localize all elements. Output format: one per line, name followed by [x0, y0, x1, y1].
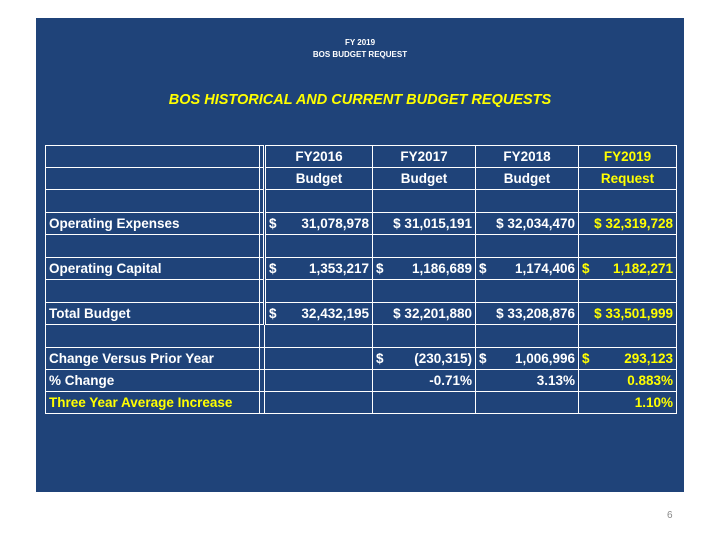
slide [36, 18, 684, 492]
value-fy2019: 1.10% [579, 392, 677, 414]
table-row-pct-change [46, 370, 677, 392]
currency-symbol: $ [582, 351, 590, 366]
col-sub-fy2019: Request [579, 168, 677, 190]
table-subheader-row [46, 168, 677, 190]
value-fy2017: (230,315) [414, 351, 472, 366]
currency-symbol: $ [269, 261, 277, 276]
value-fy2016: 31,078,978 [301, 216, 369, 231]
spacer-row [46, 280, 677, 303]
value-fy2017: $ 31,015,191 [373, 213, 476, 235]
currency-symbol: $ [479, 261, 487, 276]
spacer-row [46, 235, 677, 258]
value-fy2019: $ 32,319,728 [579, 213, 677, 235]
value-fy2017: $ 32,201,880 [373, 303, 476, 325]
row-label: Operating Expenses [46, 213, 260, 235]
value-fy2017: -0.71% [373, 370, 476, 392]
value-fy2018: 1,174,406 [514, 261, 575, 276]
request-label: BOS BUDGET REQUEST [312, 50, 408, 59]
col-header-fy2019: FY2019 [579, 146, 677, 168]
table-row-operating-capital [46, 258, 677, 280]
row-label: Total Budget [46, 303, 260, 325]
row-label: % Change [46, 370, 260, 392]
row-label: Operating Capital [46, 258, 260, 280]
col-sub-fy2017: Budget [373, 168, 476, 190]
value-fy2016: 32,432,195 [301, 306, 369, 321]
table-row-avg-increase [46, 392, 677, 414]
value-fy2018: 1,006,996 [514, 351, 575, 366]
table-header-row [46, 146, 677, 168]
spacer-row [46, 190, 677, 213]
currency-symbol: $ [269, 306, 277, 321]
currency-symbol: $ [376, 351, 384, 366]
table-row-change [46, 348, 677, 370]
page-title: BOS HISTORICAL AND CURRENT BUDGET REQUESTS [168, 92, 552, 108]
page-number: 6 [667, 510, 673, 521]
value-fy2018: $ 32,034,470 [476, 213, 579, 235]
value-fy2017: 1,186,689 [411, 261, 472, 276]
currency-symbol: $ [479, 351, 487, 366]
col-sub-fy2016: Budget [265, 168, 373, 190]
value-fy2019: 0.883% [579, 370, 677, 392]
value-fy2018: $ 33,208,876 [476, 303, 579, 325]
col-header-fy2017: FY2017 [373, 146, 476, 168]
currency-symbol: $ [269, 216, 277, 231]
budget-table [45, 145, 677, 414]
value-fy2018: 3.13% [476, 370, 579, 392]
spacer-row [46, 325, 677, 348]
col-sub-fy2018: Budget [476, 168, 579, 190]
fiscal-year-label: FY 2019 [344, 38, 376, 47]
value-fy2019: $ 33,501,999 [579, 303, 677, 325]
value-fy2019: 293,123 [624, 351, 673, 366]
row-label: Change Versus Prior Year [46, 348, 260, 370]
currency-symbol: $ [582, 261, 590, 276]
table-row-operating-expenses [46, 213, 677, 235]
table-row-total-budget [46, 303, 677, 325]
currency-symbol: $ [376, 261, 384, 276]
col-header-fy2018: FY2018 [476, 146, 579, 168]
value-fy2016: 1,353,217 [308, 261, 369, 276]
col-header-fy2016: FY2016 [265, 146, 373, 168]
value-fy2019: 1,182,271 [612, 261, 673, 276]
row-label: Three Year Average Increase [46, 392, 260, 414]
